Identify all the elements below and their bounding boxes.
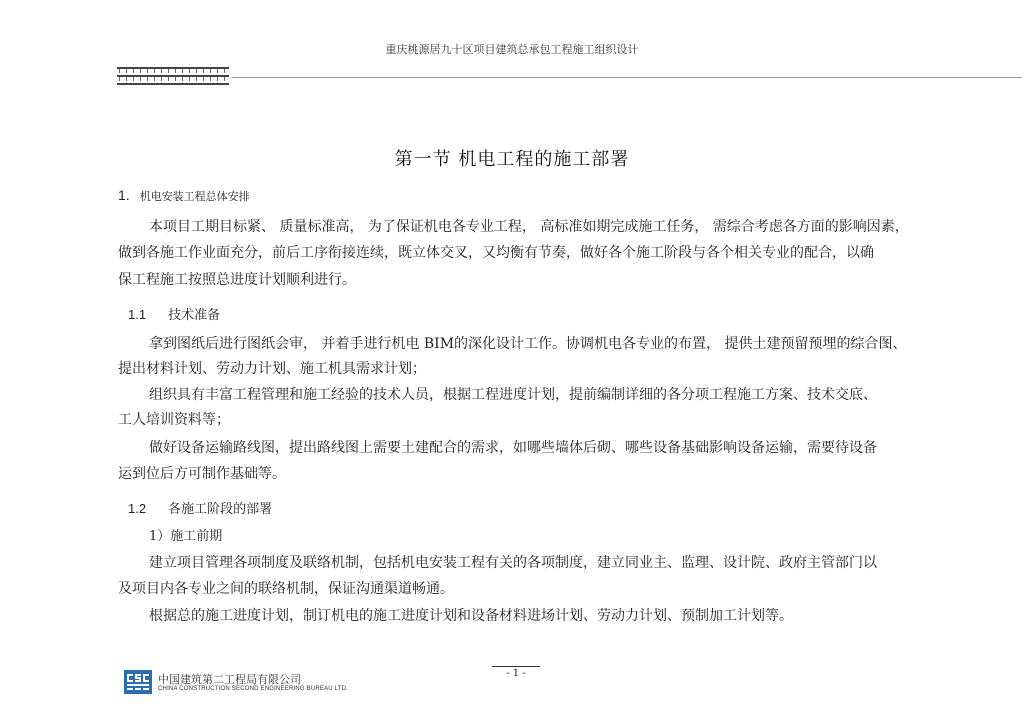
paragraph-line: 本项目工期目标紧、 质量标准高， 为了保证机电各专业工程， 高标准如期完成施工任务， 需综合考虑各方面的影响因素， — [149, 219, 909, 235]
page-number-rule — [492, 666, 540, 667]
section-title: 第一节 机电工程的施工部署 — [394, 149, 630, 170]
heading-1-1-number: 1.1 — [128, 307, 147, 322]
cscec-logo-icon — [124, 670, 152, 694]
paragraph-line: 及项目内各专业之间的联络机制，保证沟通渠道畅通。 — [118, 581, 454, 597]
subheading: 1）施工前期 — [149, 529, 223, 544]
header-divider — [232, 77, 1022, 78]
paragraph-line: 提出材料计划、劳动力计划、施工机具需求计划； — [118, 361, 426, 377]
paragraph-line: 组织具有丰富工程管理和施工经验的技术人员，根据工程进度计划，提前编制详细的各分项工程施工方案、技术交底、 — [149, 387, 877, 403]
paragraph-line: 做到各施工作业面充分，前后工序衔接连续，既立体交叉，又均衡有节奏，做好各个施工阶段与各个相关专业的配合，以确 — [118, 245, 874, 261]
heading-1-1 — [128, 304, 220, 323]
company-name-cn: 中国建筑第二工程局有限公司 — [158, 673, 301, 686]
heading-1 — [118, 187, 250, 204]
header-decorative-pattern — [117, 65, 229, 87]
heading-1-number: 1. — [118, 187, 130, 203]
paragraph-line: 工人培训资料等； — [118, 412, 230, 428]
page-number: - 1 - — [506, 668, 526, 679]
paragraph-line: 建立项目管理各项制度及联络机制，包括机电安装工程有关的各项制度，建立同业主、监理、设计院、政府主管部门以 — [149, 555, 877, 571]
header-title: 重庆桃源居九十区项目建筑总承包工程施工组织设计 — [385, 43, 639, 56]
paragraph-line: 拿到图纸后进行图纸会审， 并着手进行机电 BIM的深化设计工作。协调机电各专业的布置， 提供土建预留预埋的综合图、 — [149, 336, 907, 352]
heading-1-2-number: 1.2 — [128, 501, 147, 516]
paragraph-line: 做好设备运输路线图，提出路线图上需要土建配合的需求，如哪些墙体后砌、哪些设备基础影响设备运输，需要待设备 — [149, 440, 877, 456]
heading-1-2 — [128, 498, 272, 517]
company-name-en: CHINA CONSTRUCTION SECOND ENGINEERING BUREAU LTD. — [158, 686, 349, 692]
paragraph-line: 保工程施工按照总进度计划顺利进行。 — [118, 272, 356, 288]
heading-1-title: 机电安装工程总体安排 — [139, 190, 250, 203]
paragraph-line: 根据总的施工进度计划，制订机电的施工进度计划和设备材料进场计划、劳动力计划、预制加工计划等。 — [149, 608, 793, 624]
heading-1-2-title: 各施工阶段的部署 — [168, 502, 273, 517]
paragraph-line: 运到位后方可制作基础等。 — [118, 466, 286, 482]
heading-1-1-title: 技术准备 — [168, 308, 221, 323]
